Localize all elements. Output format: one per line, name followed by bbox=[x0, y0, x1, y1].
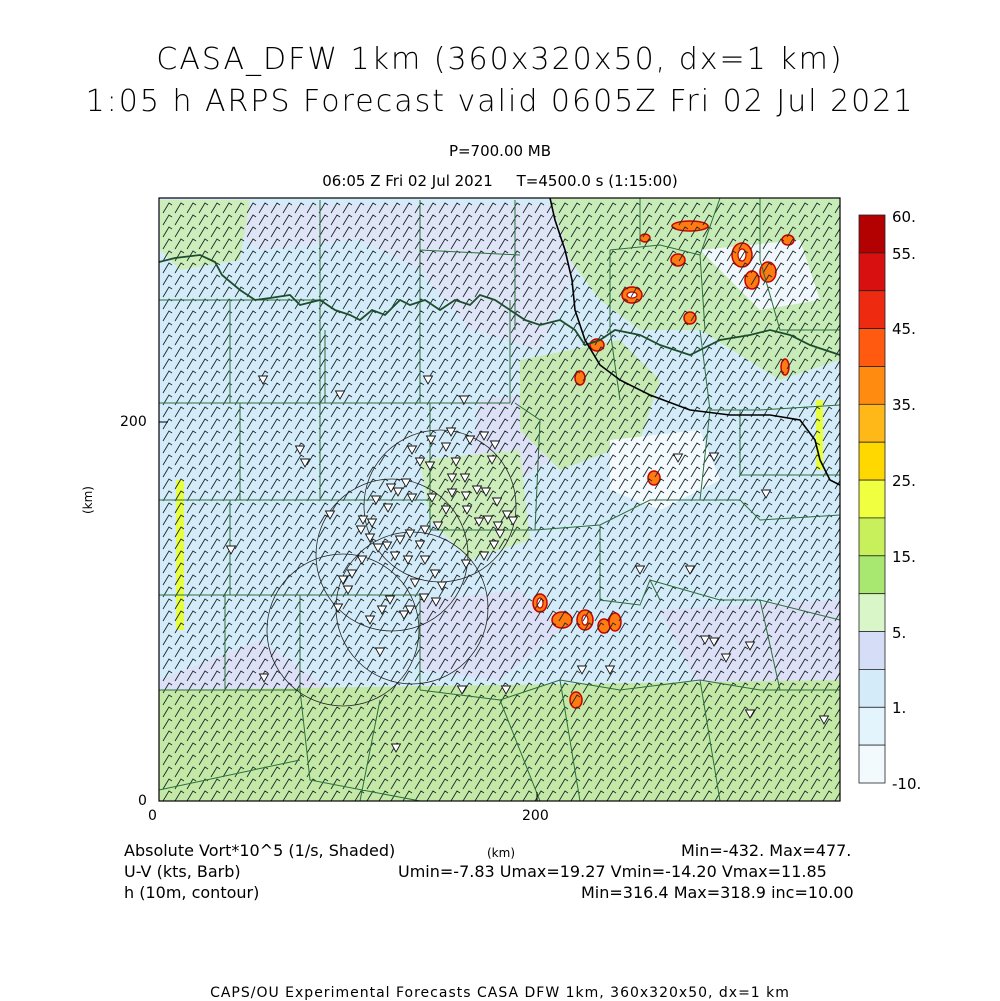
storm-cell-core bbox=[582, 615, 588, 625]
colorbar-swatch bbox=[859, 291, 885, 329]
vorticity-stats: Min=-432. Max=477. bbox=[681, 841, 852, 860]
height-stats: Min=316.4 Max=318.9 inc=10.00 bbox=[581, 883, 854, 902]
field-label-wind: U-V (kts, Barb) bbox=[124, 862, 241, 881]
plot-title-line2: 1:05 h ARPS Forecast valid 0605Z Fri 02 Jul 2021 bbox=[85, 84, 915, 119]
y-tick-label-0: 0 bbox=[138, 793, 147, 809]
colorbar-swatch bbox=[859, 329, 885, 367]
colorbar-label: 15. bbox=[892, 548, 916, 566]
wind-stats: Umin=-7.83 Umax=19.27 Vmin=-14.20 Vmax=11.85 bbox=[398, 862, 827, 881]
pressure-level-label: P=700.00 MB bbox=[448, 142, 552, 160]
colorbar-label: 60. bbox=[892, 208, 916, 226]
colorbar-label: 5. bbox=[892, 624, 907, 642]
colorbar-swatch bbox=[859, 367, 885, 405]
colorbar bbox=[859, 215, 885, 783]
storm-cell bbox=[745, 271, 759, 289]
colorbar-swatch bbox=[859, 404, 885, 442]
field-label-height: h (10m, contour) bbox=[124, 883, 260, 902]
colorbar-swatch bbox=[859, 745, 885, 783]
storm-cell bbox=[684, 312, 696, 324]
colorbar-swatch bbox=[859, 707, 885, 745]
storm-cell bbox=[609, 613, 621, 631]
storm-cell bbox=[640, 234, 650, 242]
x-axis-unit: (km) bbox=[487, 846, 516, 860]
storm-cell bbox=[671, 254, 685, 266]
colorbar-swatch bbox=[859, 594, 885, 632]
colorbar-swatch bbox=[859, 518, 885, 556]
colorbar-label: -10. bbox=[892, 775, 922, 793]
storm-cell bbox=[575, 371, 585, 385]
storm-cell bbox=[552, 612, 572, 628]
colorbar-label: 35. bbox=[892, 396, 916, 414]
colorbar-swatch bbox=[859, 215, 885, 253]
colorbar-label: 1. bbox=[892, 699, 907, 717]
x-tick-label-0: 0 bbox=[148, 808, 157, 824]
colorbar-swatch bbox=[859, 442, 885, 480]
colorbar-label: 25. bbox=[892, 472, 916, 490]
colorbar-swatch bbox=[859, 253, 885, 291]
colorbar-label: 55. bbox=[892, 245, 916, 263]
plot-title-line1: CASA_DFW 1km (360x320x50, dx=1 km) bbox=[156, 42, 844, 77]
field-label-vorticity: Absolute Vort*10^5 (1/s, Shaded) bbox=[124, 841, 396, 860]
y-axis-unit: (km) bbox=[81, 485, 96, 515]
colorbar-swatch bbox=[859, 480, 885, 518]
colorbar-swatch bbox=[859, 669, 885, 707]
shading-yellow-strip bbox=[176, 480, 184, 630]
colorbar-swatch bbox=[859, 556, 885, 594]
valid-time-label: 06:05 Z Fri 02 Jul 2021 T=4500.0 s (1:15:00) bbox=[322, 172, 678, 190]
storm-cell bbox=[570, 692, 582, 708]
credit-footer: CAPS/OU Experimental Forecasts CASA DFW 1km, 360x320x50, dx=1 km bbox=[210, 985, 790, 1001]
colorbar-swatch bbox=[859, 632, 885, 670]
y-tick-label-200: 200 bbox=[120, 414, 147, 430]
storm-cell bbox=[672, 221, 708, 231]
colorbar-label: 45. bbox=[892, 320, 916, 338]
x-tick-label-200: 200 bbox=[522, 808, 549, 824]
